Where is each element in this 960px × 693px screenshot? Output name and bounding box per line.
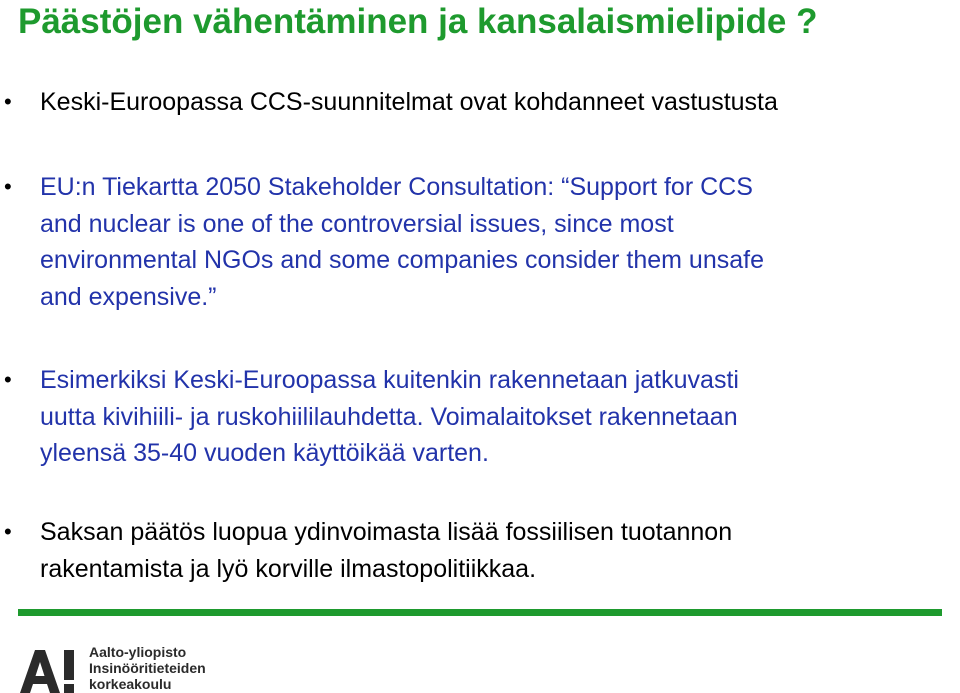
bullet-dot-icon: • — [4, 174, 12, 199]
logo-line-2: Insinööritieteiden — [89, 660, 206, 676]
bullet-text-line: uutta kivihiili- ja ruskohiililauhdetta. Voimalaitokset rakennetaan — [40, 402, 738, 431]
logo-exclamation-bar — [64, 650, 74, 680]
bullet-text-line: EU:n Tiekartta 2050 Stakeholder Consultation: “Support for CCS — [40, 173, 753, 201]
bullet-text-line: Esimerkiksi Keski-Euroopassa kuitenkin rakennetaan jatkuvasti — [40, 366, 739, 394]
bullet-text-line: Saksan päätös luopua ydinvoimasta lisää fossiilisen tuotannon — [40, 518, 733, 546]
footer-divider — [18, 609, 942, 616]
bullet-dot-icon: • — [4, 89, 12, 114]
aalto-logo-mark-icon — [18, 648, 78, 693]
bullet-dot-icon: • — [4, 519, 12, 544]
bullet-item-1 — [4, 84, 940, 121]
logo-line-1: Aalto-yliopisto — [89, 644, 187, 660]
bullet-text-line: yleensä 35-40 vuoden käyttöikää varten. — [40, 439, 489, 467]
logo-line-3: korkeakoulu — [89, 676, 172, 692]
bullet-item-4 — [4, 514, 940, 587]
bullet-text-line: and nuclear is one of the controversial issues, since most — [40, 209, 674, 238]
bullet-item-2 — [4, 169, 940, 315]
aalto-logo — [18, 644, 258, 693]
logo-a-glyph — [20, 650, 60, 693]
bullet-text-line: Keski-Euroopassa CCS-suunnitelmat ovat kohdanneet vastustusta — [40, 88, 778, 116]
bullet-dot-icon: • — [4, 367, 12, 392]
bullet-text-line: environmental NGOs and some companies consider them unsafe — [40, 246, 764, 274]
slide-title: Päästöjen vähentäminen ja kansalaismielipide ? — [18, 2, 818, 41]
bullet-text-line: and expensive.” — [40, 282, 217, 311]
bullet-text-line: rakentamista ja lyö korville ilmastopolitiikkaa. — [40, 554, 537, 583]
bullet-item-3 — [4, 362, 940, 472]
logo-text — [89, 644, 206, 692]
logo-exclamation-dot — [64, 684, 74, 693]
